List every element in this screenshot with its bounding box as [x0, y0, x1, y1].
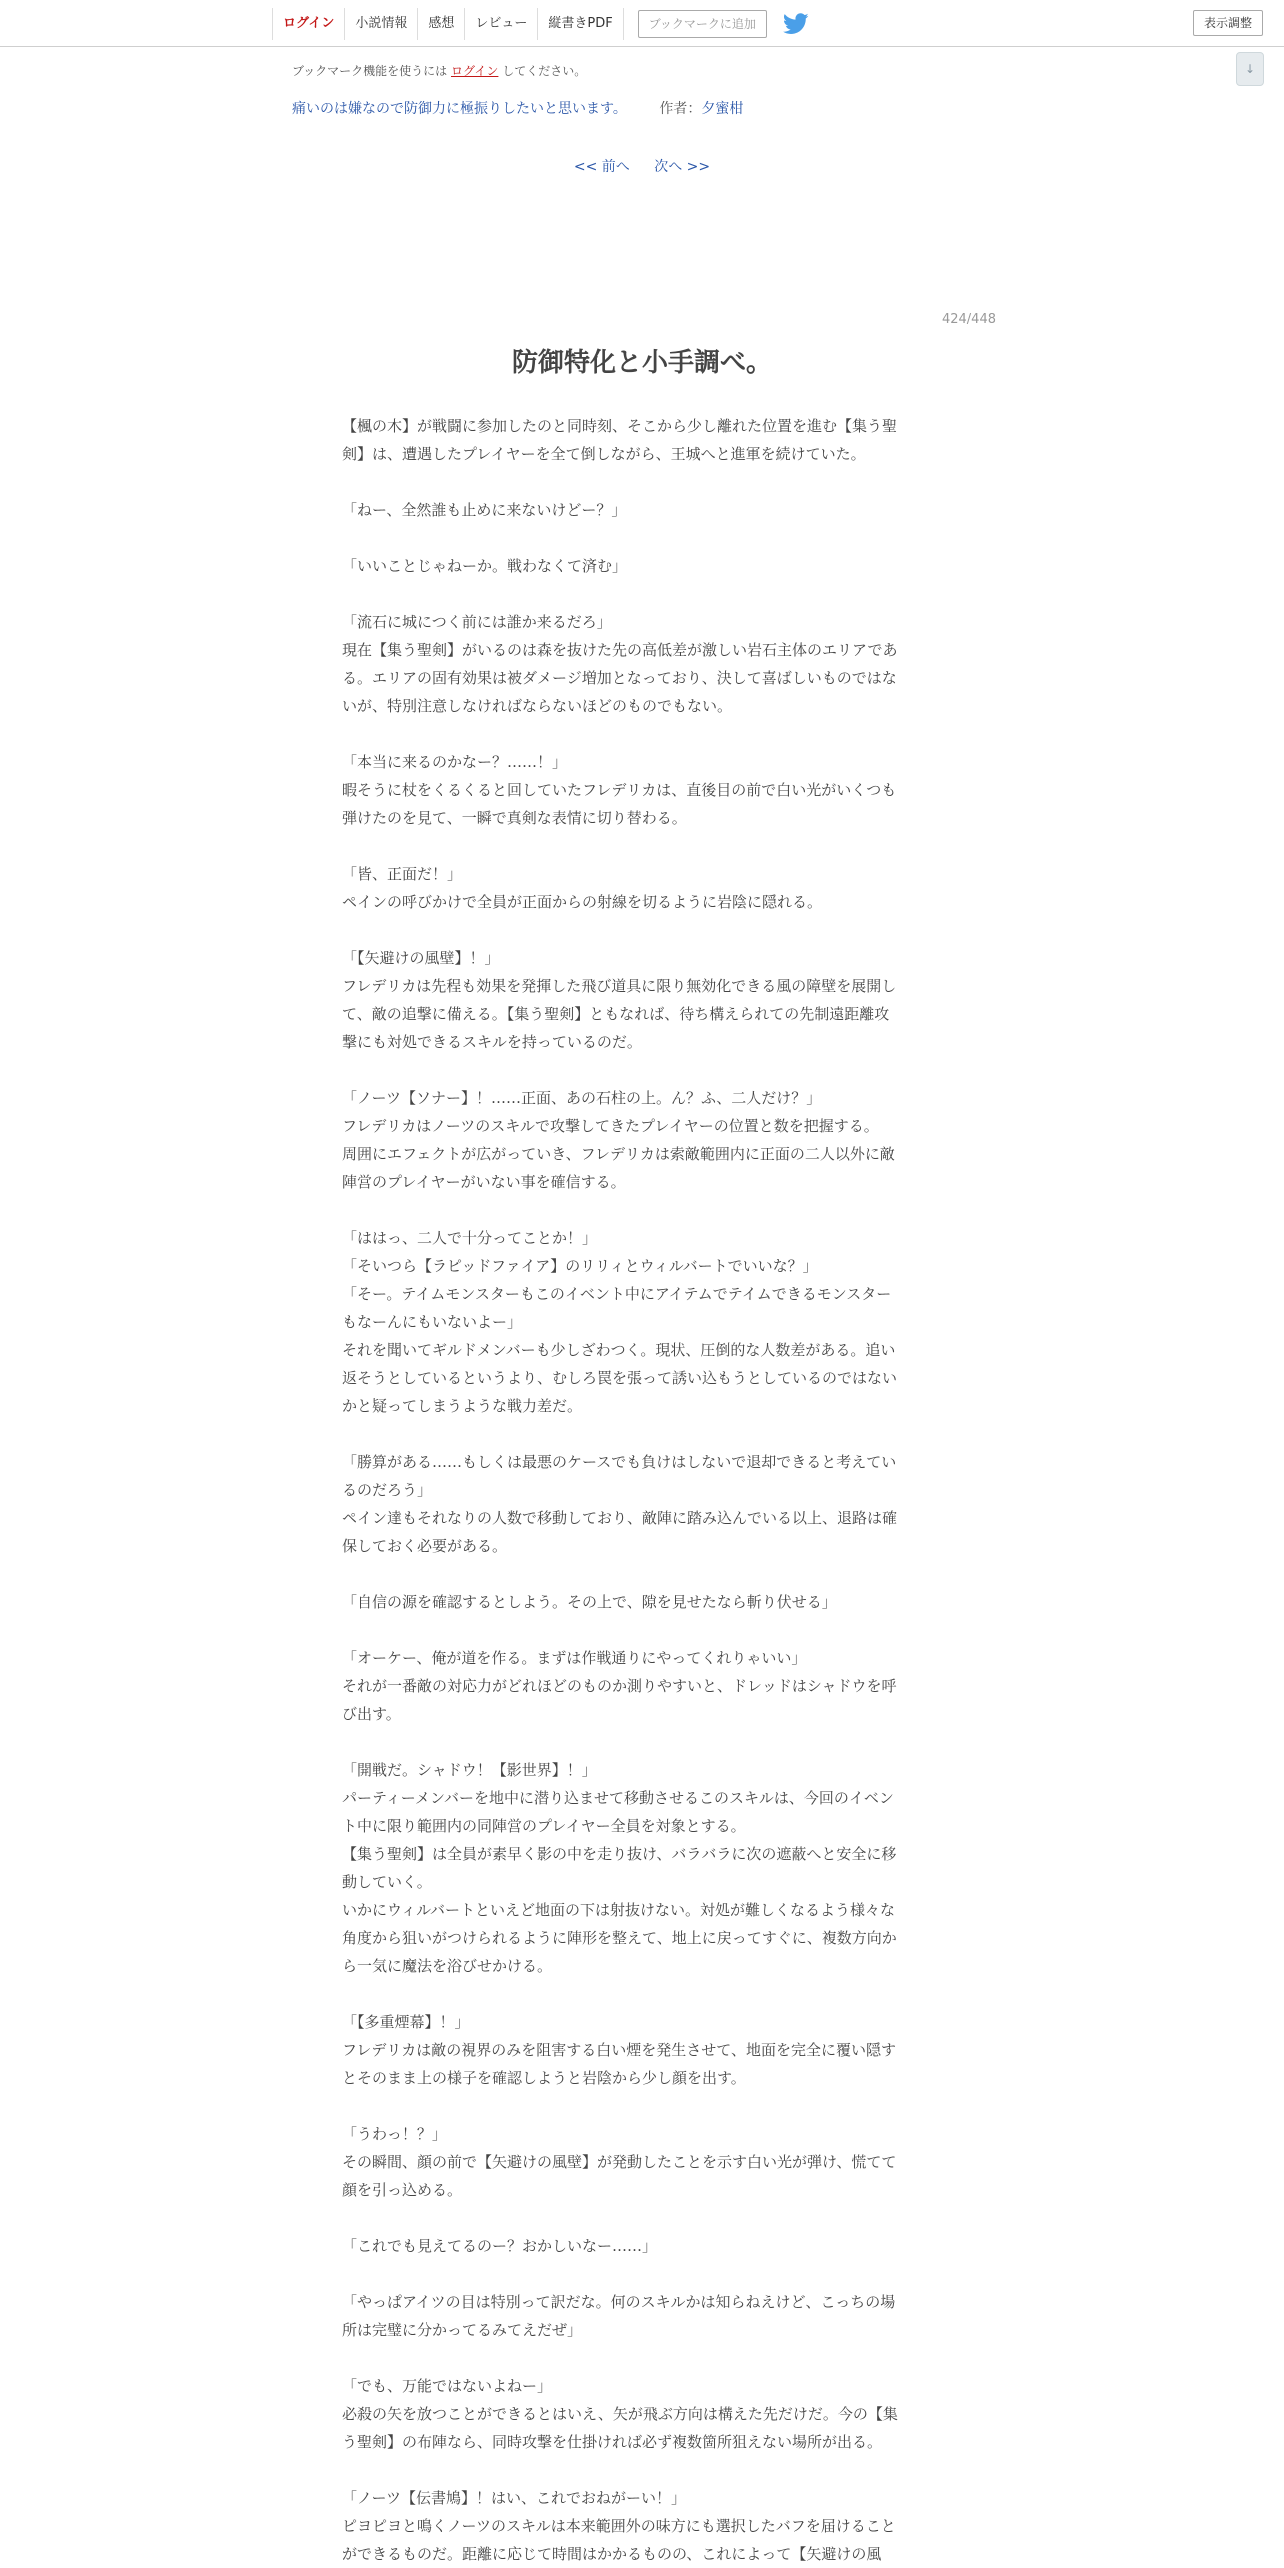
- blank-line: [342, 2456, 942, 2484]
- text-line: いかにウィルバートといえど地面の下は射抜けない。対処が難しくなるよう様々な: [342, 1901, 896, 1919]
- blank-line: [342, 2092, 942, 2120]
- blank-line: [342, 2260, 942, 2288]
- text-line: 必殺の矢を放つことができるとはいえ、矢が飛ぶ方向は構えた先だけだ。今の【集: [342, 2405, 898, 2423]
- text-line: 【集う聖剣】は全員が素早く影の中を走り抜け、バラバラに次の遮蔽へと安全に移: [342, 1845, 897, 1863]
- prev-chapter-link[interactable]: << 前へ: [573, 159, 630, 175]
- blank-line: [342, 1616, 942, 1644]
- impressions-link[interactable]: 感想: [417, 8, 464, 40]
- text-line: とそのまま上の様子を確認しようと岩陰から少し顔を出す。: [342, 2069, 746, 2087]
- text-line: 「【多重煙幕】！」: [342, 2013, 470, 2031]
- top-navigation-bar: [0, 0, 1284, 47]
- review-link[interactable]: レビュー: [464, 8, 537, 40]
- blank-line: [342, 580, 942, 608]
- chapter-pager: [0, 156, 1284, 176]
- text-line: て、敵の追撃に備える。【集う聖剣】ともなれば、待ち構えられての先制遠距離攻: [342, 1005, 890, 1023]
- text-line: 「ノーツ【伝書鳩】！はい、これでおねがーい！」: [342, 2489, 686, 2507]
- text-line: 周囲にエフェクトが広がっていき、フレデリカは索敵範囲内に正面の二人以外に敵: [342, 1145, 895, 1163]
- blank-line: [342, 1980, 942, 2008]
- notice-login-link[interactable]: ログイン: [451, 64, 499, 78]
- text-line: 暇そうに杖をくるくると回していたフレデリカは、直後目の前で白い光がいくつも: [342, 781, 897, 799]
- blank-line: [342, 1728, 942, 1756]
- text-line: 「開戦だ。シャドウ！【影世界】！」: [342, 1761, 597, 1779]
- main-nav: [272, 8, 809, 40]
- text-line: 「ははっ、二人で十分ってことか！」: [342, 1229, 598, 1247]
- display-settings-button[interactable]: 表示調整: [1193, 10, 1263, 36]
- text-line: 「でも、万能ではないよねー」: [342, 2377, 553, 2395]
- blank-line: [342, 1560, 942, 1588]
- bookmark-login-notice: [292, 62, 586, 79]
- text-line: 「本当に来るのかなー？……！」: [342, 753, 568, 771]
- text-line: ができるものだ。距離に応じて時間はかかるものの、これによって【矢避けの風: [342, 2545, 882, 2563]
- text-line: ペイン達もそれなりの人数で移動しており、敵陣に踏み込んでいる以上、退路は確: [342, 1509, 898, 1527]
- text-line: 剣】は、遭遇したプレイヤーを全て倒しながら、王城へと進軍を続けていた。: [342, 445, 866, 463]
- text-line: 「ノーツ【ソナー】！……正面、あの石柱の上。ん？ふ、二人だけ？」: [342, 1089, 822, 1107]
- text-line: それが一番敵の対応力がどれほどのものか測りやすいと、ドレッドはシャドウを呼: [342, 1677, 897, 1695]
- chapter-number: 424/448: [941, 312, 996, 327]
- text-line: 現在【集う聖剣】がいるのは森を抜けた先の高低差が激しい岩石主体のエリアであ: [342, 641, 898, 659]
- text-line: パーティーメンバーを地中に潜り込ませて移動させるこのスキルは、今回のイベン: [342, 1789, 894, 1807]
- text-line: かと疑ってしまうような戦力差だ。: [342, 1397, 583, 1415]
- author-link[interactable]: 夕蜜柑: [701, 101, 744, 117]
- text-line: 動していく。: [342, 1873, 432, 1891]
- blank-line: [342, 720, 942, 748]
- text-line: ら一気に魔法を浴びせかける。: [342, 1957, 553, 1975]
- text-line: う聖剣】の布陣なら、同時攻撃を仕掛ければ必ず複数箇所狙えない場所が出る。: [342, 2433, 883, 2451]
- blank-line: [342, 2204, 942, 2232]
- text-line: 【楓の木】が戦闘に参加したのと同時刻、そこから少し離れた位置を進む【集う聖: [342, 417, 898, 435]
- text-line: いが、特別注意しなければならないほどのものでもない。: [342, 697, 733, 715]
- text-line: ピヨピヨと鳴くノーツのスキルは本来範囲外の味方にも選択したバフを届けること: [342, 2517, 896, 2535]
- text-line: 返そうとしているというより、むしろ罠を張って誘い込もうとしているのではない: [342, 1369, 898, 1387]
- login-link[interactable]: ログイン: [272, 8, 344, 40]
- novel-header: [292, 98, 743, 118]
- text-line: び出す。: [342, 1705, 401, 1723]
- chapter-title: 防御特化と小手調べ。: [511, 348, 772, 378]
- text-line: 陣営のプレイヤーがいない事を確信する。: [342, 1173, 626, 1191]
- chapter-body: [342, 412, 942, 2568]
- text-line: 「皆、正面だ！」: [342, 865, 463, 883]
- text-line: 「勝算がある……もしくは最悪のケースでも負けはしないで退却できると考えてい: [342, 1453, 897, 1471]
- text-line: 「うわっ！？」: [342, 2125, 447, 2143]
- novel-info-link[interactable]: 小説情報: [344, 8, 417, 40]
- text-line: 角度から狙いがつけられるように陣形を整えて、地上に戻ってすぐに、複数方向か: [342, 1929, 897, 1947]
- text-line: 弾けたのを見て、一瞬で真剣な表情に切り替わる。: [342, 809, 687, 827]
- text-line: 「流石に城につく前には誰か来るだろ」: [342, 613, 612, 631]
- text-line: 「オーケー、俺が道を作る。まずは作戦通りにやってくれりゃいい」: [342, 1649, 807, 1667]
- blank-line: [342, 1420, 942, 1448]
- text-line: 「やっぱアイツの目は特別って訳だな。何のスキルかは知らねえけど、こっちの場: [342, 2293, 896, 2311]
- text-line: 「【矢避けの風壁】！」: [342, 949, 500, 967]
- text-line: 「いいことじゃねーか。戦わなくて済む」: [342, 557, 628, 575]
- text-line: 所は完璧に分かってるみてえだぜ」: [342, 2321, 583, 2339]
- text-line: る。エリアの固有効果は被ダメージ増加となっており、決して喜ばしいものではな: [342, 669, 897, 687]
- notice-suffix: してください。: [502, 64, 587, 78]
- text-line: 「そー。テイムモンスターもこのイベント中にアイテムでテイムできるモンスター: [342, 1285, 892, 1303]
- blank-line: [342, 2344, 942, 2372]
- text-line: その瞬間、顔の前で【矢避けの風壁】が発動したことを示す白い光が弾け、慌てて: [342, 2153, 897, 2171]
- vertical-pdf-link[interactable]: 縦書きPDF: [537, 8, 623, 40]
- blank-line: [342, 1196, 942, 1224]
- author-label: 作者：: [659, 101, 702, 117]
- text-line: 「自信の源を確認するとしよう。その上で、隙を見せたなら斬り伏せる」: [342, 1593, 837, 1611]
- text-line: 「そいつら【ラピッドファイア】のリリィとウィルバートでいいな？」: [342, 1257, 818, 1275]
- next-chapter-link[interactable]: 次へ >>: [654, 159, 711, 175]
- text-line: フレデリカは先程も効果を発揮した飛び道具に限り無効化できる風の障壁を展開し: [342, 977, 897, 995]
- notice-prefix: ブックマーク機能を使うには: [292, 64, 448, 78]
- text-line: 「これでも見えてるのー？おかしいなー……」: [342, 2237, 658, 2255]
- text-line: 「ねー、全然誰も止めに来ないけどー？」: [342, 501, 627, 519]
- scroll-down-button[interactable]: ↓: [1236, 52, 1264, 86]
- blank-line: [342, 1056, 942, 1084]
- text-line: 保しておく必要がある。: [342, 1537, 508, 1555]
- text-line: 撃にも対処できるスキルを持っているのだ。: [342, 1033, 642, 1051]
- text-line: それを聞いてギルドメンバーも少しざわつく。現状、圧倒的な人数差がある。追い: [342, 1341, 896, 1359]
- text-line: フレデリカはノーツのスキルで攻撃してきたプレイヤーの位置と数を把握する。: [342, 1117, 879, 1135]
- text-line: ト中に限り範囲内の同陣営のプレイヤー全員を対象とする。: [342, 1817, 746, 1835]
- text-line: 顔を引っ込める。: [342, 2181, 463, 2199]
- text-line: もなーんにもいないよー」: [342, 1313, 523, 1331]
- blank-line: [342, 468, 942, 496]
- blank-line: [342, 832, 942, 860]
- text-line: るのだろう」: [342, 1481, 433, 1499]
- text-line: フレデリカは敵の視界のみを阻害する白い煙を発生させて、地面を完全に覆い隠す: [342, 2041, 896, 2059]
- blank-line: [342, 916, 942, 944]
- add-bookmark-button[interactable]: ブックマークに追加: [638, 10, 767, 38]
- blank-line: [342, 524, 942, 552]
- novel-title-link[interactable]: 痛いのは嫌なので防御力に極振りしたいと思います。: [292, 101, 627, 117]
- twitter-icon[interactable]: [783, 13, 809, 35]
- text-line: ペインの呼びかけで全員が正面からの射線を切るように岩陰に隠れる。: [342, 893, 823, 911]
